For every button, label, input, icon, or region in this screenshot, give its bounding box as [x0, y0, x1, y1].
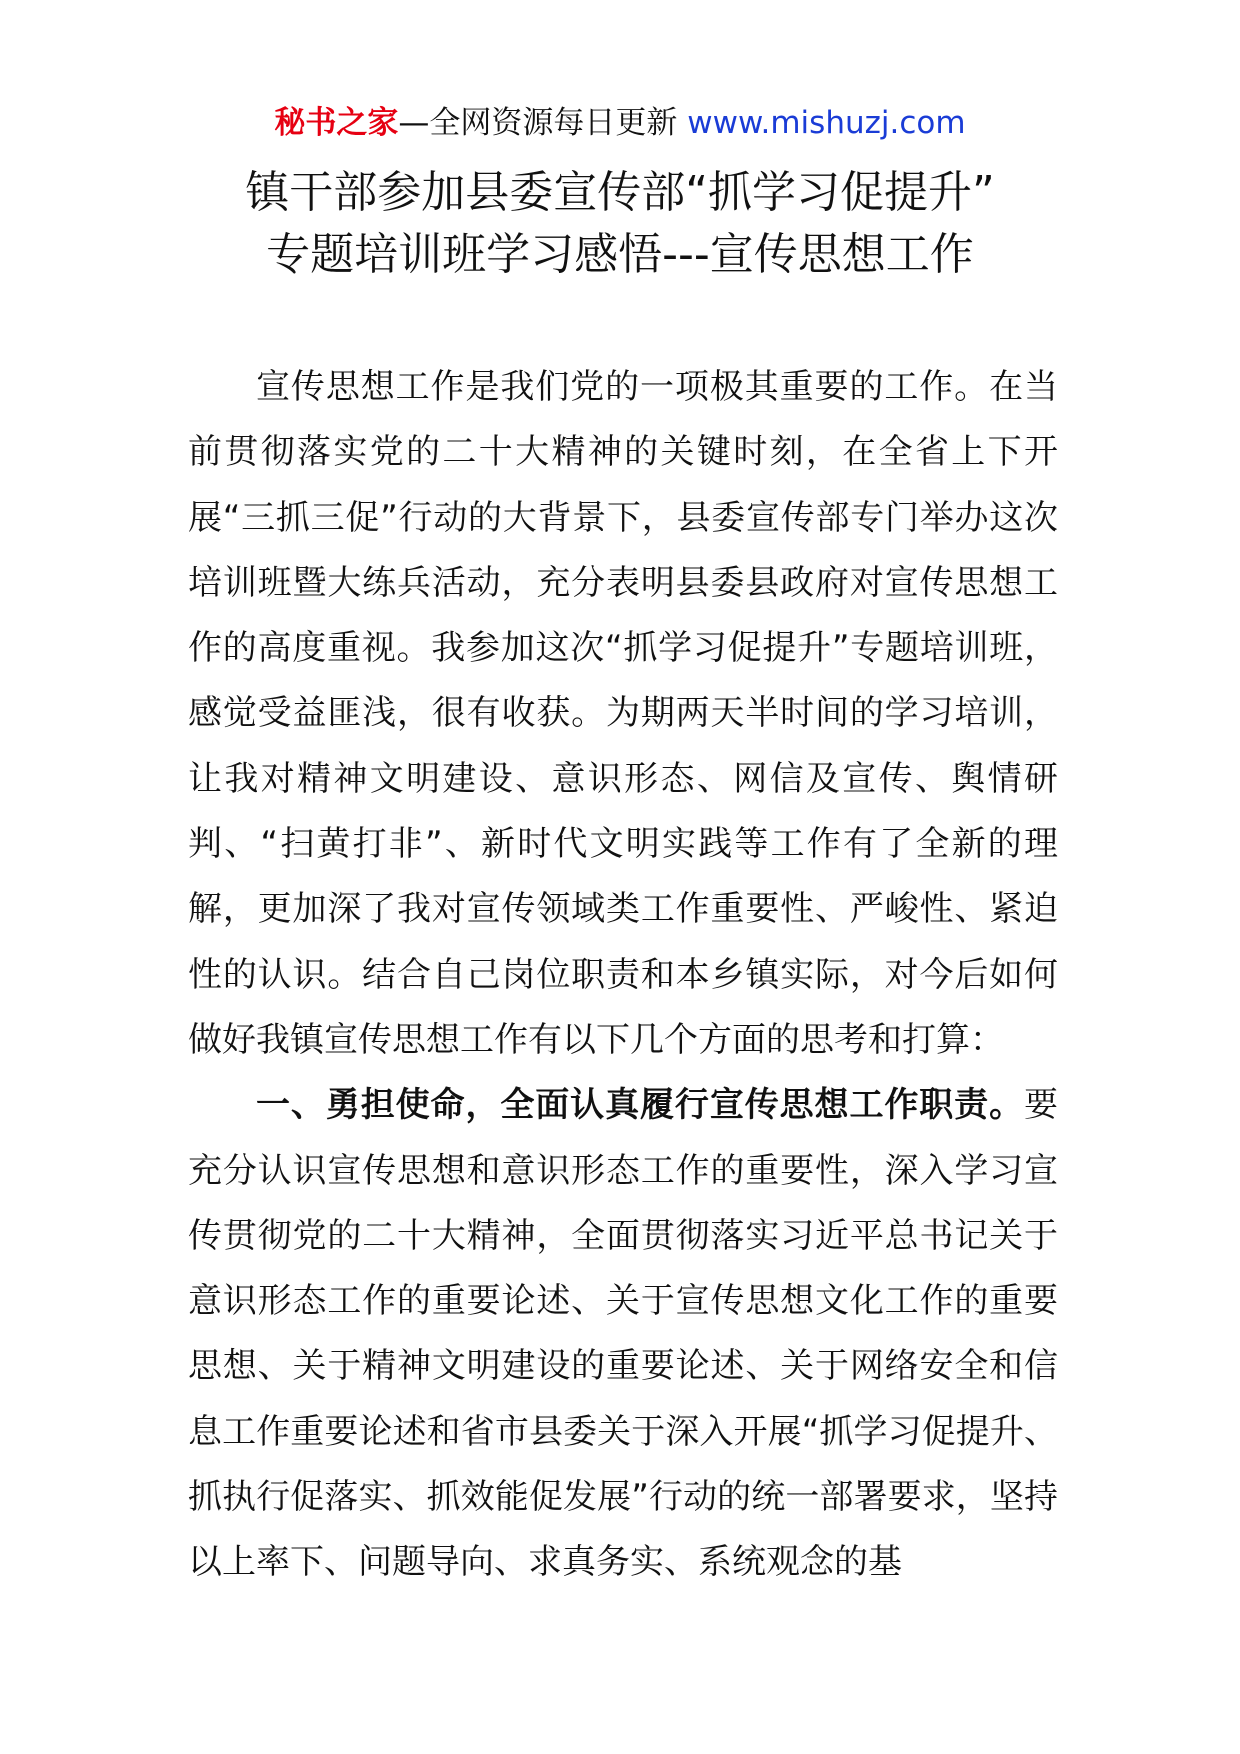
document-title: [0, 162, 1240, 286]
site-url-link[interactable]: www.mishuzj.com: [687, 105, 966, 141]
document-body: [188, 355, 1058, 1596]
title-line-2: 专题培训班学习感悟---宣传思想工作: [266, 229, 974, 280]
paragraph-section-1: [188, 1073, 1058, 1595]
site-header: [0, 100, 1240, 146]
paragraph-intro: 宣传思想工作是我们党的一项极其重要的工作。在当前贯彻落实党的二十大精神的关键时刻，在全省上下开展“三抓三促”行动的大背景下，县委宣传部专门举办这次培训班暨大练兵活动，充分表明县委县政府对宣传思想工作的高度重视。我参加这次“抓学习促提升”专题培训班，感觉受益匪浅，很有收获。为期两天半时间的学习培训，让我对精神文明建设、意识形态、网信及宣传、舆情研判、“扫黄打非”、新时代文明实践等工作有了全新的理解，更加深了我对宣传领域类工作重要性、严峻性、紧迫性的认识。结合自己岗位职责和本乡镇实际，对今后如何做好我镇宣传思想工作有以下几个方面的思考和打算：: [188, 367, 1058, 1060]
header-tagline: —全网资源每日更新: [398, 105, 678, 141]
section-text: 要充分认识宣传思想和意识形态工作的重要性，深入学习宣传贯彻党的二十大精神，全面贯彻落实习近平总书记关于意识形态工作的重要论述、关于宣传思想文化工作的重要思想、关于精神文明建设的重要论述、关于网络安全和信息工作重要论述和省市县委关于深入开展“抓学习促提升、抓执行促落实、抓效能促发展”行动的统一部署要求，坚持以上率下、问题导向、求真务实、系统观念的基: [188, 1085, 1058, 1583]
brand-name: 秘书之家: [274, 105, 399, 141]
title-line-1: 镇干部参加县委宣传部“抓学习促提升”: [245, 167, 995, 218]
section-heading: 一、勇担使命，全面认真履行宣传思想工作职责。: [256, 1085, 1024, 1126]
